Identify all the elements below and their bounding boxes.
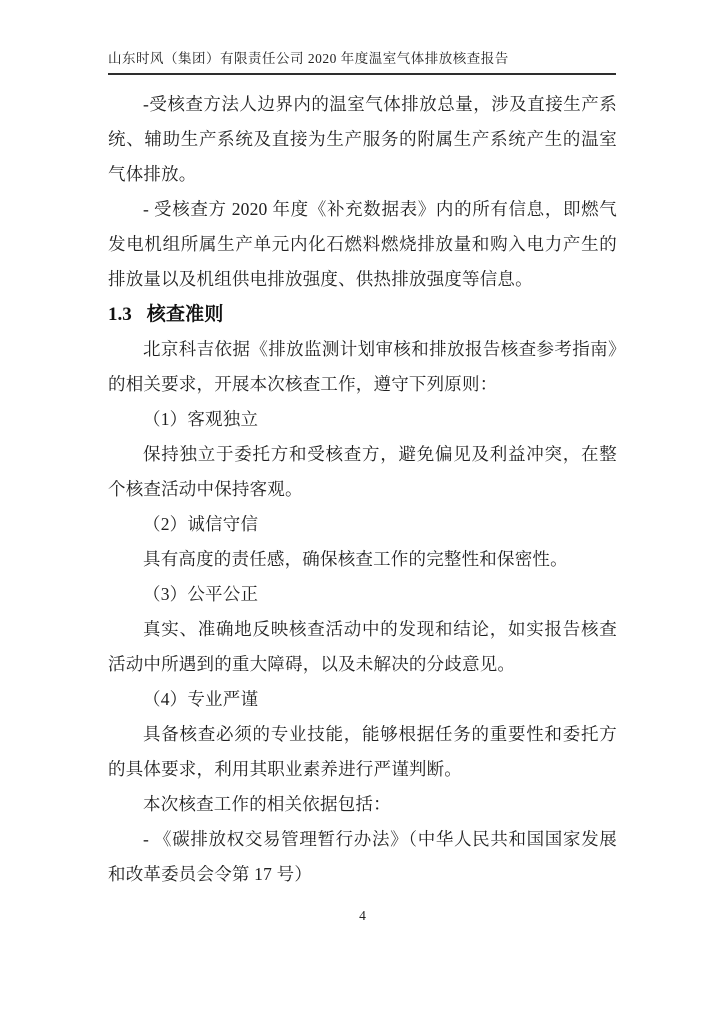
principle-4-body: 具备核查必须的专业技能，能够根据任务的重要性和委托方的具体要求，利用其职业素养进行严谨判断。 xyxy=(108,724,617,779)
principle-1-body: 保持独立于委托方和受核查方，避免偏见及利益冲突，在整个核查活动中保持客观。 xyxy=(108,444,617,499)
principle-2-body: 具有高度的责任感，确保核查工作的完整性和保密性。 xyxy=(143,549,568,569)
section-heading-1-3 xyxy=(108,297,617,332)
principle-3-label: （3）公平公正 xyxy=(143,584,259,604)
principle-2-label: （2）诚信守信 xyxy=(143,514,259,534)
principle-1-label: （1）客观独立 xyxy=(143,409,259,429)
principle-3-body: 真实、准确地反映核查活动中的发现和结论，如实报告核查活动中所遇到的重大障碍，以及未解决的分歧意见。 xyxy=(108,619,617,674)
page-header-title: 山东时风（集团）有限责任公司 2020 年度温室气体排放核查报告 xyxy=(108,50,616,75)
paragraph-scope-boundary: -受核查方法人边界内的温室气体排放总量，涉及直接生产系统、辅助生产系统及直接为生产服务的附属生产系统产生的温室气体排放。 xyxy=(108,94,617,184)
section-number: 1.3 xyxy=(108,304,132,325)
paragraph-supplementary-data: - 受核查方 2020 年度《补充数据表》内的所有信息，即燃气发电机组所属生产单元内化石燃料燃烧排放量和购入电力产生的排放量以及机组供电排放强度、供热排放强度等信息。 xyxy=(108,199,617,289)
paragraph-intro: 北京科吉依据《排放监测计划审核和排放报告核查参考指南》的相关要求，开展本次核查工作，遵守下列原则： xyxy=(108,339,617,394)
paragraph-basis-item: - 《碳排放权交易管理暂行办法》（中华人民共和国国家发展和改革委员会令第 17 号） xyxy=(108,829,617,884)
principle-4-label: （4）专业严谨 xyxy=(143,689,259,709)
section-title: 核查准则 xyxy=(146,304,224,325)
document-body xyxy=(108,87,617,892)
page-number: 4 xyxy=(359,908,366,923)
paragraph-basis-intro: 本次核查工作的相关依据包括： xyxy=(143,794,391,814)
